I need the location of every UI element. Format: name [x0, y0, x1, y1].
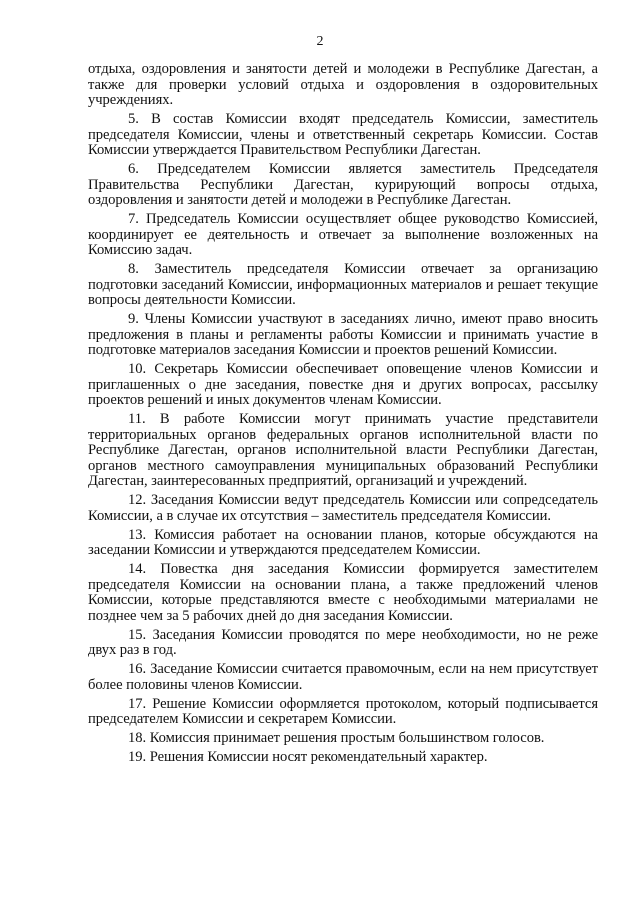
page-number: 2 [316, 34, 324, 49]
paragraph-15: 15. Заседания Комиссии проводятся по мере необходимости, но не реже двух раз в год. [88, 626, 598, 658]
paragraph-7: 7. Председатель Комиссии осуществляет общее руководство Комиссией, координирует ее деятельность и отвечает за выполнение возложенных на Комиссию задач. [88, 211, 598, 258]
paragraph-11: 11. В работе Комиссии могут принимать участие представители территориальных органов федеральных органов исполнительной власти по Республике Дагестан, органов исполнительной власти Республики Дагестан, органов местного самоуправления муниципальных образований Республики Дагестан, заинтересованных предприятий, организаций и учреждений. [88, 411, 598, 489]
paragraph-18: 18. Комиссия принимает решения простым большинством голосов. [128, 730, 545, 746]
paragraph-14: 14. Повестка дня заседания Комиссии формируется заместителем председателя Комиссии на основании плана, а также предложений членов Комиссии, которые представляются вместе с необходимыми материалами не позднее чем за 5 рабочих дней до дня заседания Комиссии. [88, 561, 598, 624]
paragraph-continuation: отдыха, оздоровления и занятости детей и молодежи в Республике Дагестан, а также для проверки условий отдыха и оздоровления в оздоровительных учреждениях. [88, 61, 598, 108]
paragraph-17: 17. Решение Комиссии оформляется протоколом, который подписывается председателем Комиссии и секретарем Комиссии. [88, 695, 598, 727]
paragraph-13: 13. Комиссия работает на основании планов, которые обсуждаются на заседании Комиссии и утверждаются председателем Комиссии. [88, 526, 598, 558]
paragraph-6: 6. Председателем Комиссии является заместитель Председателя Правительства Республики Дагестан, курирующий вопросы отдыха, оздоровления и занятости детей и молодежи в Республике Дагестан. [88, 161, 598, 208]
paragraph-5: 5. В состав Комиссии входят председатель Комиссии, заместитель председателя Комиссии, члены и ответственный секретарь Комиссии. Состав Комиссии утверждается Правительством Республики Дагестан. [88, 111, 598, 158]
paragraph-10: 10. Секретарь Комиссии обеспечивает оповещение членов Комиссии и приглашенных о дне заседания, повестке дня и других вопросах, рассылку проектов решений и иных документов членам Комиссии. [88, 361, 598, 408]
paragraph-19: 19. Решения Комиссии носят рекомендательный характер. [128, 749, 488, 765]
document-body [88, 62, 598, 769]
paragraph-12: 12. Заседания Комиссии ведут председатель Комиссии или сопредседатель Комиссии, а в случае их отсутствия – заместитель председателя Комиссии. [88, 492, 598, 524]
paragraph-16: 16. Заседание Комиссии считается правомочным, если на нем присутствует более половины членов Комиссии. [88, 661, 598, 693]
paragraph-9: 9. Члены Комиссии участвуют в заседаниях лично, имеют право вносить предложения в планы и регламенты работы Комиссии и принимать участие в подготовке материалов заседания Комиссии и проектов решений Комиссии. [88, 311, 598, 358]
paragraph-8: 8. Заместитель председателя Комиссии отвечает за организацию подготовки заседаний Комиссии, информационных материалов и решает текущие вопросы деятельности Комиссии. [88, 261, 598, 308]
